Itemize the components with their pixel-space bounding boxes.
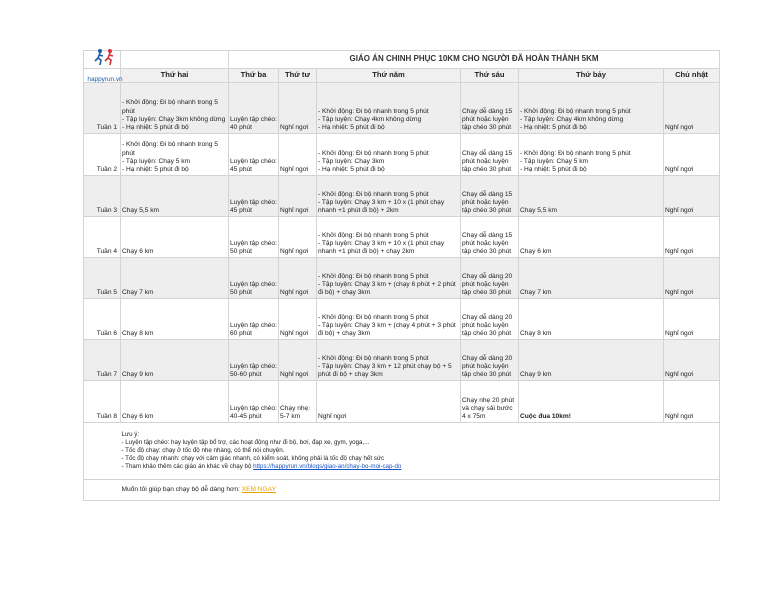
cell-monday: Chạy 8 km (121, 298, 229, 339)
happyrun-logo (85, 40, 125, 83)
header-thursday: Thứ năm (317, 68, 461, 82)
cell-tuesday: Luyện tập chéo: 50 phút (229, 257, 279, 298)
cell-friday: Chạy nhẹ 20 phút và chạy sải bước 4 x 75m (461, 380, 519, 422)
header-row (84, 68, 720, 82)
promo-text: Muốn tôi giúp bạn chạy bộ dễ dàng hơn: (121, 485, 242, 493)
note-more-plans-text: - Tham khảo thêm các giáo án khác về chạy bộ (121, 462, 254, 470)
notes-block (121, 422, 720, 479)
cell-monday: - Khởi động: Đi bộ nhanh trong 5 phút - Tập luyện: Chạy 5 km - Hạ nhiệt: 5 phút đi bộ (121, 133, 229, 175)
cell-sunday: Nghỉ ngơi (664, 298, 720, 339)
header-monday: Thứ hai (121, 68, 229, 82)
week-row (84, 175, 720, 216)
week-label: Tuần 6 (84, 298, 121, 339)
cell-monday: Chạy 5,5 km (121, 175, 229, 216)
header-sunday: Chủ nhật (664, 68, 720, 82)
cell-thursday: Nghỉ ngơi (317, 380, 461, 422)
week-row (84, 339, 720, 380)
week-label: Tuần 3 (84, 175, 121, 216)
week-label: Tuần 7 (84, 339, 121, 380)
cell-saturday: Cuộc đua 10km! (519, 380, 664, 422)
week-label: Tuần 4 (84, 216, 121, 257)
week-row (84, 380, 720, 422)
notes-heading: Lưu ý: (121, 430, 140, 438)
week-row (84, 133, 720, 175)
cell-saturday: - Khởi động: Đi bộ nhanh trong 5 phút - Tập luyện: Chạy 4km không dừng - Hạ nhiệt: 5 phút đi bộ (519, 82, 664, 133)
header-wednesday: Thứ tư (279, 68, 317, 82)
cell-monday: Chạy 6 km (121, 380, 229, 422)
cell-thursday: - Khởi động: Đi bộ nhanh trong 5 phút - Tập luyện: Chạy 3 km + 10 x (1 phút chạy nhanh +1 phút đi bộ) + chạy 2km (317, 216, 461, 257)
week-label: Tuần 8 (84, 380, 121, 422)
training-plan-sheet (83, 50, 719, 501)
cell-monday: Chạy 6 km (121, 216, 229, 257)
promo-row (84, 479, 720, 500)
cell-thursday: - Khởi động: Đi bộ nhanh trong 5 phút - Tập luyện: Chạy 3 km + (chạy 4 phút + 3 phút đi bộ) + chạy 3km (317, 298, 461, 339)
week-label: Tuần 2 (84, 133, 121, 175)
cell-friday: Chạy dễ dàng 15 phút hoặc luyện tập chéo 30 phút (461, 133, 519, 175)
cell-tuesday: Luyện tập chéo: 40-45 phút (229, 380, 279, 422)
cell-monday: Chạy 7 km (121, 257, 229, 298)
cell-wednesday: Nghỉ ngơi (279, 216, 317, 257)
cell-thursday: - Khởi động: Đi bộ nhanh trong 5 phút - Tập luyện: Chạy 3 km + 10 x (1 phút chạy nhanh +1 phút đi bộ) + 2km (317, 175, 461, 216)
xem-ngay-link[interactable]: XEM NGAY (241, 485, 276, 493)
note-fast-pace: - Tốc độ chạy nhanh: chạy với cảm giác nhanh, có kiểm soát, không phải là tốc độ chạy hết sức (121, 454, 385, 462)
logo-text: happyrun.vn (87, 75, 123, 83)
logo-cell (84, 51, 123, 83)
note-cross-training: - Luyện tập chéo: hay luyện tập bổ trợ, các hoạt động như đi bộ, bơi, đạp xe, gym, yoga,... (121, 438, 370, 446)
cell-sunday: Nghỉ ngơi (664, 257, 720, 298)
cell-saturday: - Khởi động: Đi bộ nhanh trong 5 phút - Tập luyện: Chạy 5 km - Hạ nhiệt: 5 phút đi bộ (519, 133, 664, 175)
header-friday: Thứ sáu (461, 68, 519, 82)
note-more-plans (122, 463, 719, 471)
header-saturday: Thứ bảy (519, 68, 664, 82)
promo-block (121, 479, 720, 500)
cell-wednesday: Nghỉ ngơi (279, 133, 317, 175)
cell-sunday: Nghỉ ngơi (664, 339, 720, 380)
cell-monday: Chạy 9 km (121, 339, 229, 380)
header-tuesday: Thứ ba (229, 68, 279, 82)
note-easy-pace: - Tốc độ chạy: chạy ở tốc độ nhẹ nhàng, có thể nói chuyện. (121, 446, 285, 454)
cell-friday: Chạy dễ dàng 20 phút hoặc luyện tập chéo 30 phút (461, 298, 519, 339)
week-row (84, 298, 720, 339)
week-label: Tuần 1 (84, 82, 121, 133)
cell-wednesday: Nghỉ ngơi (279, 298, 317, 339)
page-title: GIÁO ÁN CHINH PHỤC 10KM CHO NGƯỜI ĐÃ HOÀN THÀNH 5KM (229, 51, 720, 69)
cell-thursday: - Khởi động: Đi bộ nhanh trong 5 phút - Tập luyện: Chạy 3 km + (chạy 6 phút + 2 phút đi bộ) + chạy 3km (317, 257, 461, 298)
cell-friday: Chạy dễ dàng 15 phút hoặc luyện tập chéo 30 phút (461, 82, 519, 133)
cell-tuesday: Luyện tập chéo: 50 phút (229, 216, 279, 257)
cell-saturday: Chạy 5,5 km (519, 175, 664, 216)
cell-wednesday: Nghỉ ngơi (279, 339, 317, 380)
cell-tuesday: Luyện tập chéo: 45 phút (229, 175, 279, 216)
cell-tuesday: Luyện tập chéo: 45 phút (229, 133, 279, 175)
week-row (84, 216, 720, 257)
cell-sunday: Nghỉ ngơi (664, 175, 720, 216)
cell-thursday: - Khởi động: Đi bộ nhanh trong 5 phút - Tập luyện: Chạy 3 km + 12 phút chạy bộ + 5 phút đi bộ + chạy 3km (317, 339, 461, 380)
cell-saturday: Chạy 8 km (519, 298, 664, 339)
cell-wednesday: Nghỉ ngơi (279, 175, 317, 216)
cell-saturday: Chạy 9 km (519, 339, 664, 380)
cell-friday: Chạy dễ dàng 20 phút hoặc luyện tập chéo 30 phút (461, 257, 519, 298)
more-plans-link[interactable]: https://happyrun.vn/blogs/giao-an/chay-bo-moi-cap-do (253, 462, 402, 470)
week-row (84, 82, 720, 133)
cell-saturday: Chạy 7 km (519, 257, 664, 298)
cell-thursday: - Khởi động: Đi bộ nhanh trong 5 phút - Tập luyện: Chạy 3km - Hạ nhiệt: 5 phút đi bộ (317, 133, 461, 175)
cell-sunday: Nghỉ ngơi (664, 216, 720, 257)
cell-friday: Chạy dễ dàng 15 phút hoặc luyện tập chéo 30 phút (461, 175, 519, 216)
cell-tuesday: Luyện tập chéo: 60 phút (229, 298, 279, 339)
cell-sunday: Nghỉ ngơi (664, 133, 720, 175)
cell-saturday: Chạy 6 km (519, 216, 664, 257)
cell-sunday: Nghỉ ngơi (664, 82, 720, 133)
cell-monday: - Khởi động: Đi bộ nhanh trong 5 phút - Tập luyện: Chạy 3km không dừng - Hạ nhiệt: 5 phút đi bộ (121, 82, 229, 133)
week-row (84, 257, 720, 298)
cell-wednesday: Nghỉ ngơi (279, 257, 317, 298)
cell-friday: Chạy dễ dàng 20 phút hoặc luyện tập chéo 30 phút (461, 339, 519, 380)
notes-row (84, 422, 720, 479)
cell-tuesday: Luyện tập chéo: 50-60 phút (229, 339, 279, 380)
cell-tuesday: Luyện tập chéo: 40 phút (229, 82, 279, 133)
cell-sunday: Nghỉ ngơi (664, 380, 720, 422)
runner-logo-icon (92, 48, 118, 66)
cell-wednesday: Chạy nhẹ: 5-7 km (279, 380, 317, 422)
cell-friday: Chạy dễ dàng 15 phút hoặc luyện tập chéo 30 phút (461, 216, 519, 257)
training-plan-table (83, 50, 720, 501)
cell-thursday: - Khởi động: Đi bộ nhanh trong 5 phút - Tập luyện: Chạy 4km không dừng - Hạ nhiệt: 5 phút đi bộ (317, 82, 461, 133)
cell-wednesday: Nghỉ ngơi (279, 82, 317, 133)
week-label: Tuần 5 (84, 257, 121, 298)
